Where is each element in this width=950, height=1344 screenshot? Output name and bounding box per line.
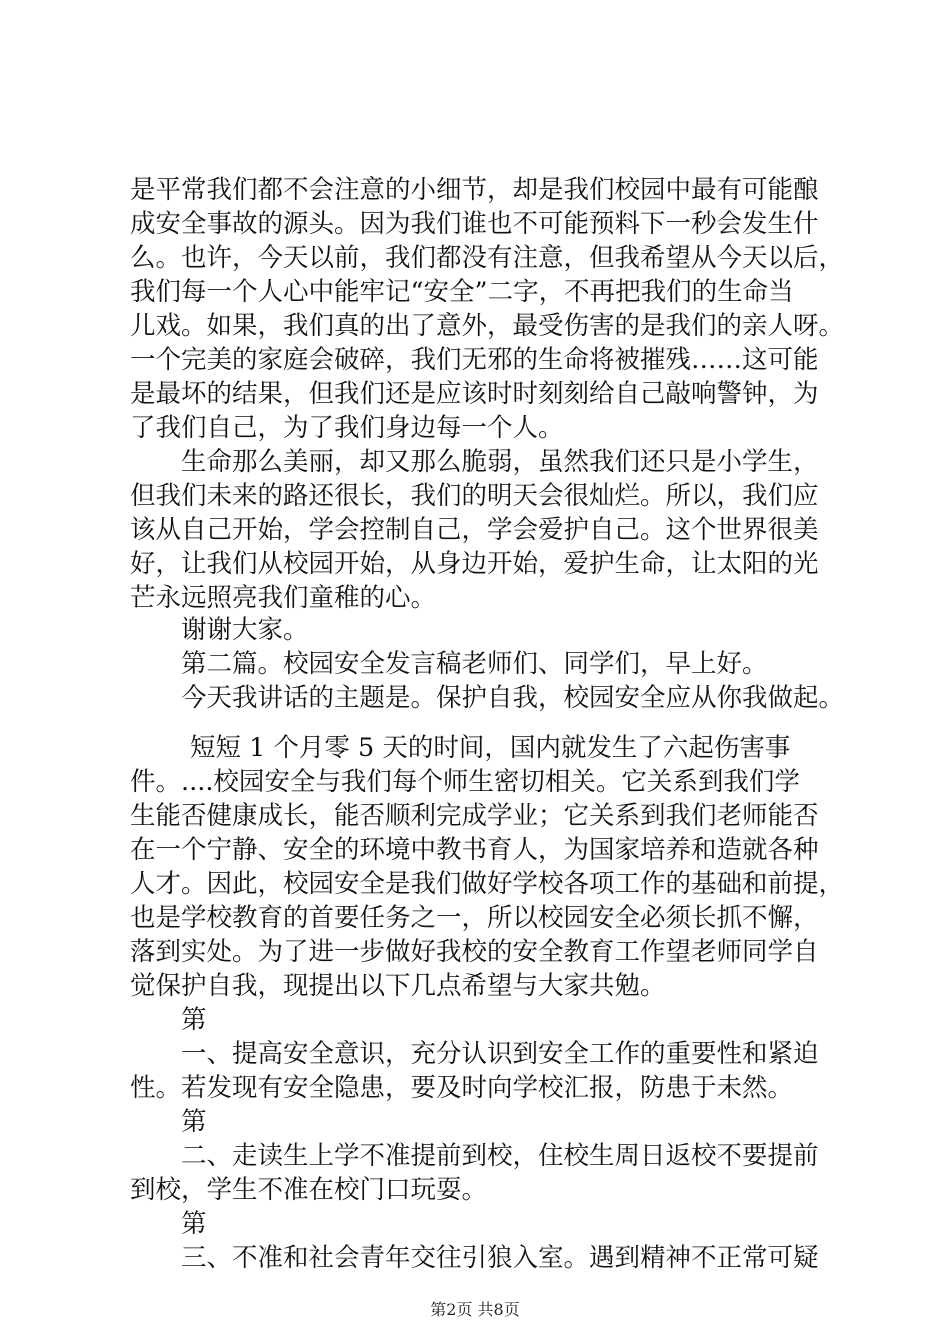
text-line: 觉保护自我，现提出以下几点希望与大家共勉。 (130, 971, 666, 1001)
text-line: 生命那么美丽，却又那么脆弱，虽然我们还只是小学生， (181, 447, 819, 477)
text-line: 三、不准和社会青年交往引狼入室。遇到精神不正常可疑 (181, 1243, 819, 1273)
text-line: 到校，学生不准在校门口玩耍。 (130, 1175, 488, 1205)
text-line: 好，让我们从校园开始，从身边开始，爱护生命，让太阳的光 (130, 549, 819, 579)
text-line: 是最坏的结果，但我们还是应该时时刻刻给自己敲响警钟，为 (130, 379, 819, 409)
text-line: 谢谢大家。 (181, 615, 309, 645)
text-line: 成安全事故的源头。因为我们谁也不可能预料下一秒会发生什 (130, 209, 819, 239)
text-line: 二、走读生上学不准提前到校，住校生周日返校不要提前 (181, 1141, 819, 1171)
text-line: 短短 1 个月零 5 天的时间，国内就发生了六起伤害事 (190, 733, 791, 763)
text-line: 但我们未来的路还很长，我们的明天会很灿烂。所以，我们应 (130, 481, 819, 511)
text-line: 芒永远照亮我们童稚的心。 (130, 583, 437, 613)
text-line: 今天我讲话的主题是。保护自我，校园安全应从你我做起。 (181, 683, 845, 713)
text-line: 一个完美的家庭会破碎，我们无邪的生命将被摧残……这可能 (130, 345, 819, 375)
text-line: 也是学校教育的首要任务之一，所以校园安全必须长抓不懈， (130, 903, 819, 933)
text-line: 第二篇。校园安全发言稿老师们、同学们，早上好。 (181, 649, 768, 679)
text-line: 生能否健康成长，能否顺利完成学业；它关系到我们老师能否 (130, 801, 819, 831)
text-line: 一、提高安全意识，充分认识到安全工作的重要性和紧迫 (181, 1039, 819, 1069)
text-line: 性。若发现有安全隐患，要及时向学校汇报，防患于未然。 (130, 1073, 794, 1103)
text-line: 我们每一个人心中能牢记“安全”二字，不再把我们的生命当 (130, 277, 794, 307)
text-line: 是平常我们都不会注意的小细节，却是我们校园中最有可能酿 (130, 175, 819, 205)
text-line: 在一个宁静、安全的环境中教书育人，为国家培养和造就各种 (130, 835, 819, 865)
text-line: 第 (181, 1005, 207, 1035)
text-line: 落到实处。为了进一步做好我校的安全教育工作望老师同学自 (130, 937, 819, 967)
text-line: 人才。因此，校园安全是我们做好学校各项工作的基础和前提， (130, 869, 845, 899)
text-line: 第 (181, 1209, 207, 1239)
text-line: 件。....校园安全与我们每个师生密切相关。它关系到我们学 (130, 767, 800, 797)
page-footer: 第2页 共8页 (430, 1300, 520, 1319)
text-line: 了我们自己，为了我们身边每一个人。 (130, 413, 564, 443)
text-line: 儿戏。如果，我们真的出了意外，最受伤害的是我们的亲人呀。 (130, 311, 845, 341)
text-line: 么。也许，今天以前，我们都没有注意，但我希望从今天以后， (130, 243, 845, 273)
text-line: 第 (181, 1107, 207, 1137)
text-line: 该从自己开始，学会控制自己，学会爱护自己。这个世界很美 (130, 515, 819, 545)
